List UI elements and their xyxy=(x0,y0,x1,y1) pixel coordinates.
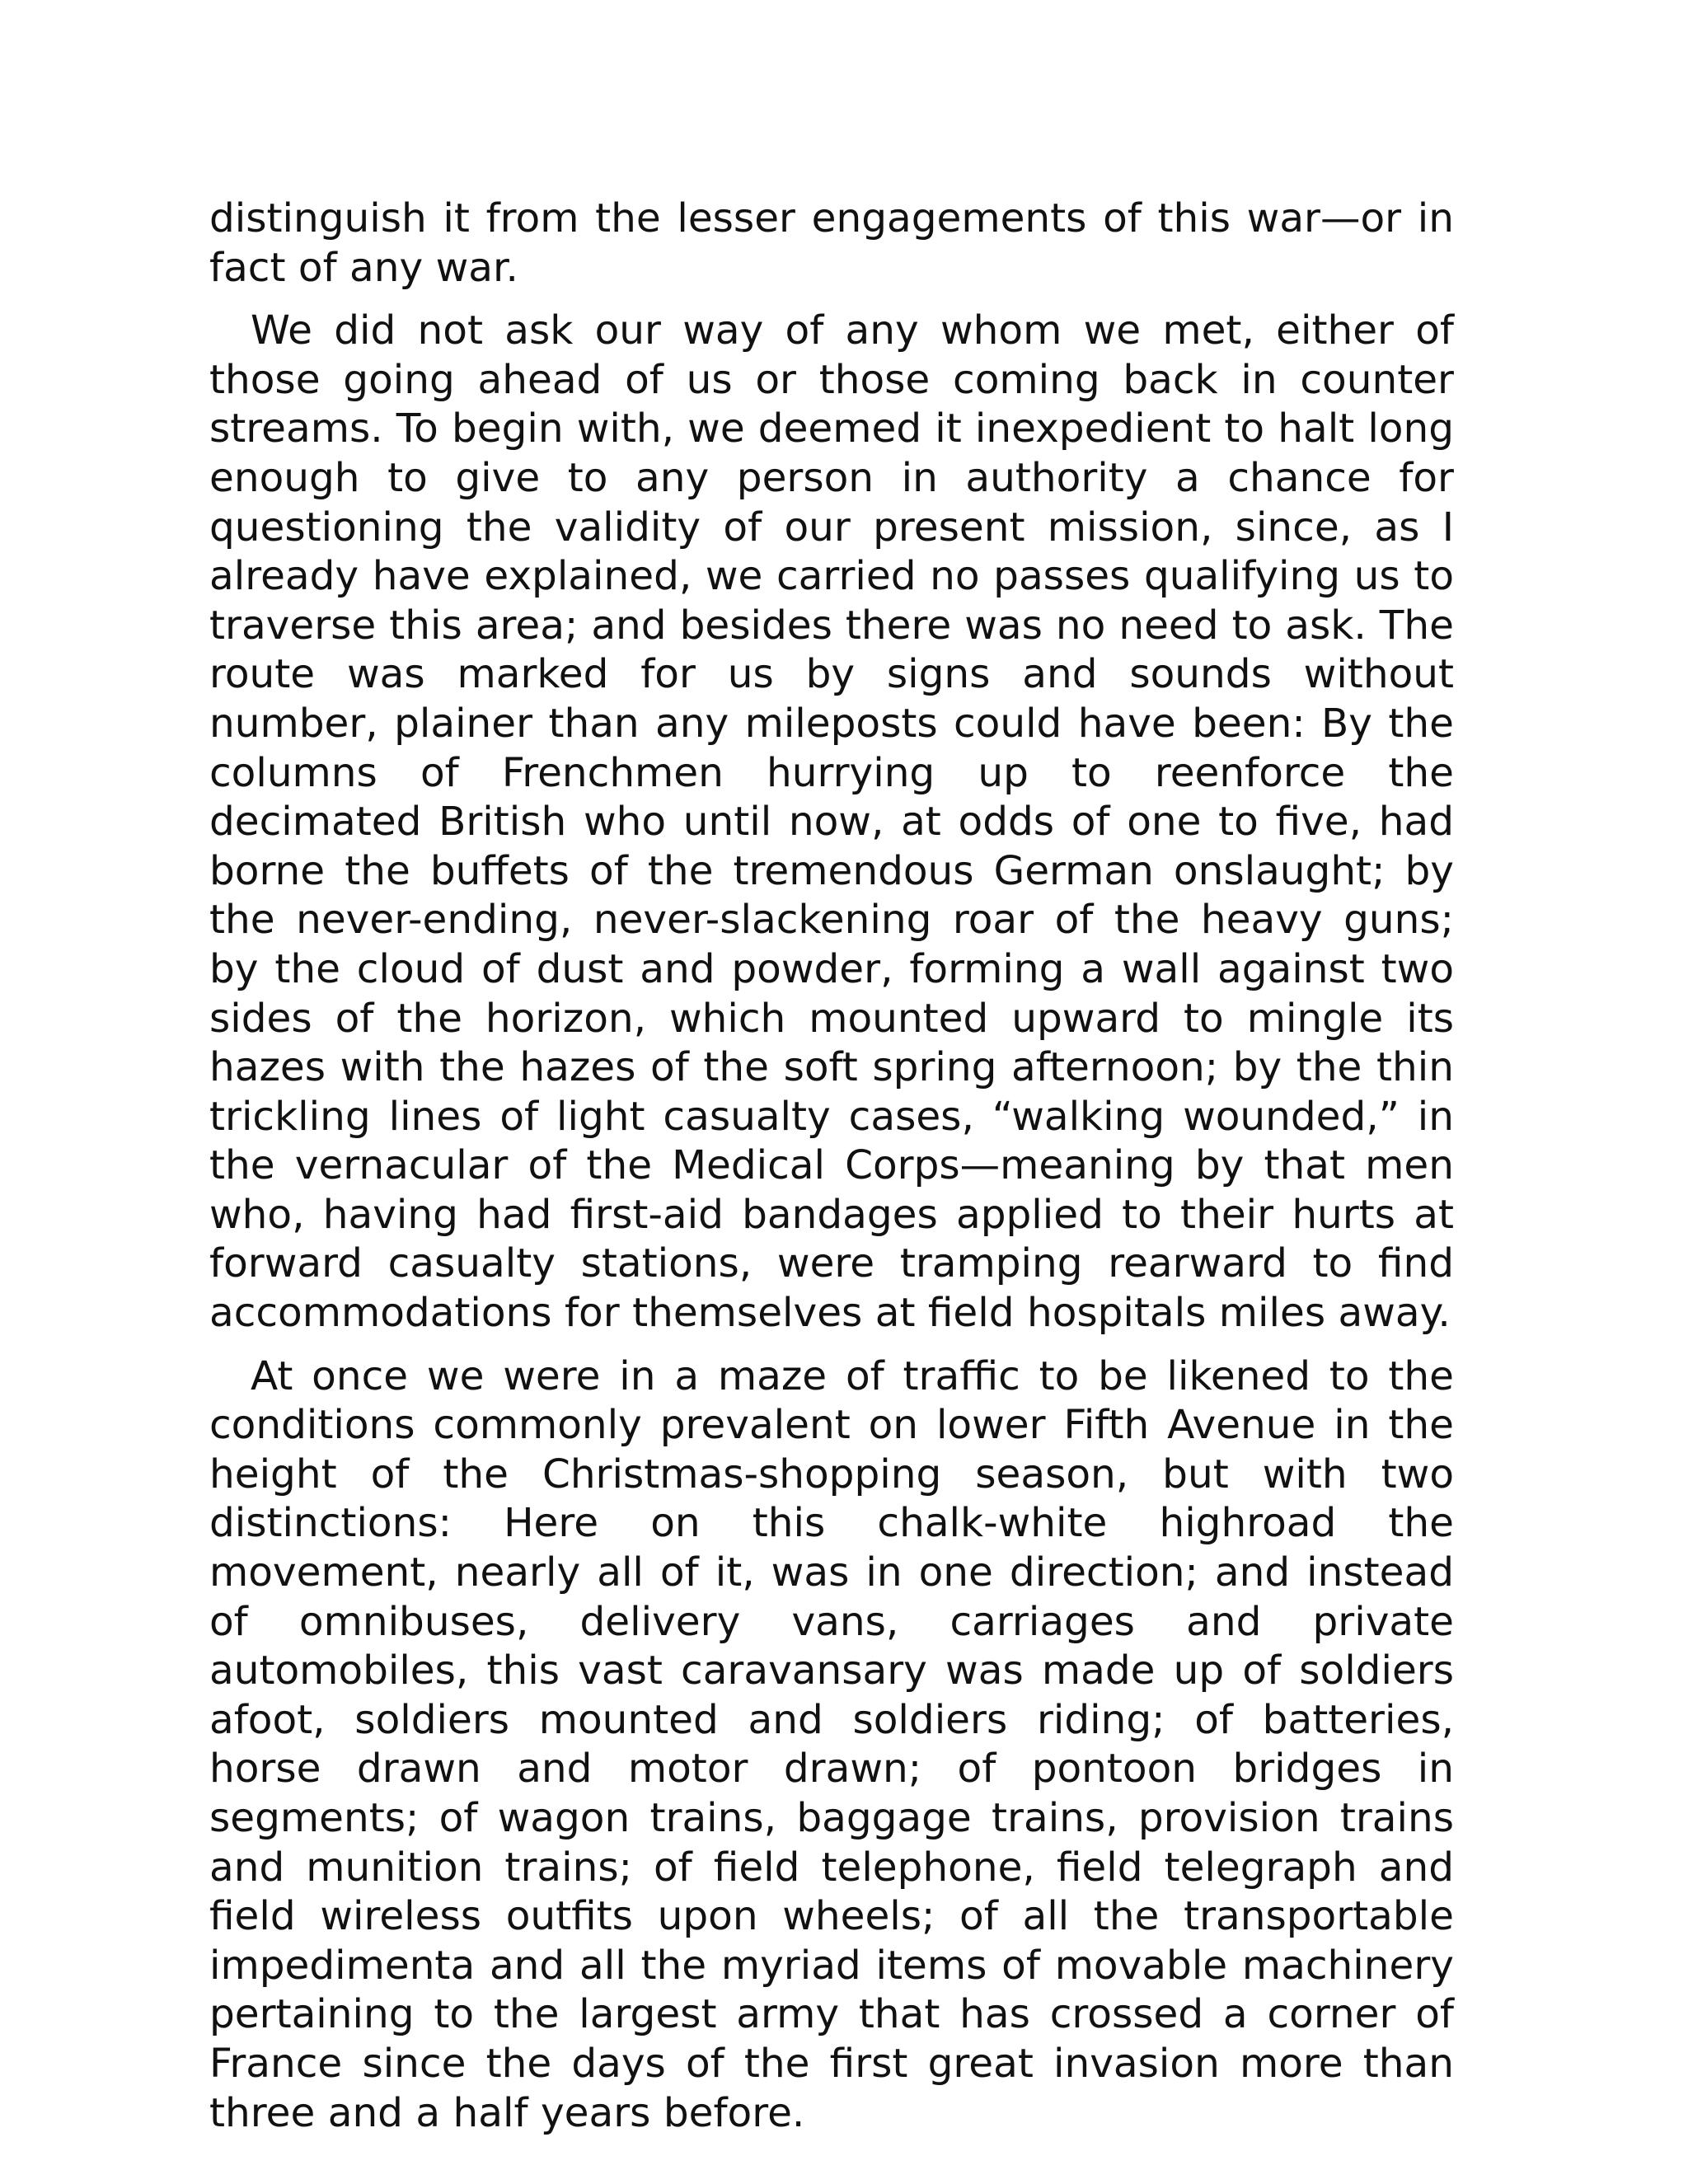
paragraph-route: We did not ask our way of any whom we met, either of those going ahead of us or those coming back in counter streams. To begin with, we deemed it inexpedient to halt long enough to give to any person in authority a chance for questioning the validity of our present mission, since, as I already have explained, we carried no passes qualifying us to traverse this area; and besides there was no need to ask. The route was marked for us by signs and sounds without number, plainer than any mileposts could have been: By the columns of Frenchmen hurrying up to reenforce the decimated British who until now, at odds of one to five, had borne the buffets of the tremendous German onslaught; by the never-ending, never-slackening roar of the heavy guns; by the cloud of dust and powder, forming a wall against two sides of the horizon, which mounted upward to mingle its hazes with the hazes of the soft spring afternoon; by the thin trickling lines of light casualty cases, “walking wounded,” in the vernacular of the Medical Corps—meaning by that men who, having had first-aid bandages applied to their hurts at forward casualty stations, were tramping rearward to find accommodations for themselves at field hospitals miles away. xyxy=(209,307,1454,1337)
paragraph-continuation: distinguish it from the lesser engagements of this war—or in fact of any war. xyxy=(209,195,1454,291)
page-body xyxy=(209,194,1454,2152)
paragraph-traffic: At once we were in a maze of traffic to be likened to the conditions commonly prevalent on lower Fifth Avenue in the height of the Christmas-shopping season, but with two distinctions: Here on this chalk-white highroad the movement, nearly all of it, was in one direction; and instead of omnibuses, delivery vans, carriages and private automobiles, this vast caravansary was made up of soldiers afoot, soldiers mounted and soldiers riding; of batteries, horse drawn and motor drawn; of pontoon bridges in segments; of wagon trains, baggage trains, provision trains and munition trains; of field telephone, field telegraph and field wireless outfits upon wheels; of all the transportable impedimenta and all the myriad items of movable machinery pertaining to the largest army that has crossed a corner of France since the days of the first great invasion more than three and a half years before. xyxy=(209,1352,1454,2136)
